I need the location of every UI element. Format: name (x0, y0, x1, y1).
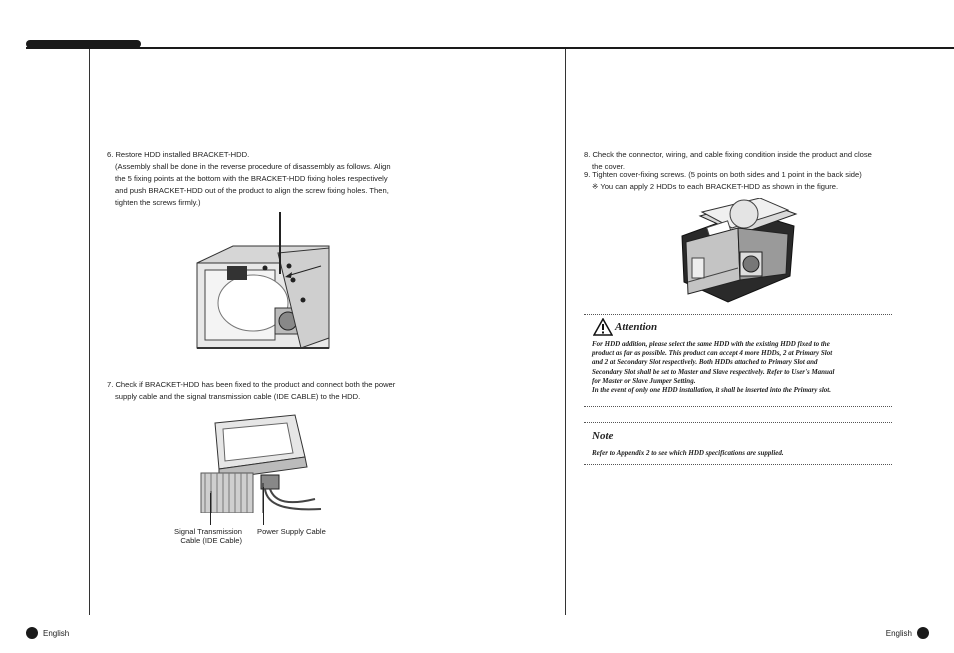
note-bottom-rule (584, 464, 892, 465)
signal-cable-leader (210, 493, 211, 525)
step-6 (107, 149, 427, 209)
step-6-line: (Assembly shall be done in the reverse procedure of disassembly as follows. Align (115, 162, 391, 171)
warning-triangle-icon (593, 318, 613, 336)
step-6-line: tighten the screws firmly.) (115, 198, 201, 207)
attention-line: product as far as possible. This product can accept 4 more HDDs, 2 at Primary Slot (592, 349, 833, 358)
attention-line: for Master or Slave Jumper Setting. (592, 376, 696, 385)
signal-cable-label (150, 527, 242, 545)
attention-title: Attention (615, 321, 658, 333)
attention-body (592, 340, 892, 395)
note-body: Refer to Appendix 2 to see which HDD specifications are supplied. (592, 449, 784, 457)
center-divider (565, 49, 566, 615)
footer-right-dot (917, 627, 929, 639)
dual-hdd-bracket-illustration (678, 198, 803, 308)
step-6-line: the 5 fixing points at the bottom with the BRACKET-HDD fixing holes respectively (115, 174, 388, 183)
bracket-hdd-illustration (193, 208, 338, 353)
step-7-line: 7. Check if BRACKET-HDD has been fixed to the product and connect both the power (107, 380, 396, 389)
attention-bottom-rule (584, 406, 892, 407)
attention-line: For HDD addition, please select the same HDD with the existing HDD fixed to the (592, 340, 830, 348)
signal-cable-label-line: Cable (IDE Cable) (180, 536, 242, 545)
footer-left-dot (26, 627, 38, 639)
header-rule (26, 47, 954, 49)
power-cable-label: Power Supply Cable (257, 527, 326, 536)
attention-top-rule (584, 314, 892, 315)
step-9-line: 9. Tighten cover-fixing screws. (5 points on both sides and 1 point in the back side) (584, 170, 862, 179)
step-7 (107, 379, 427, 403)
note-top-rule (584, 422, 892, 423)
attention-line: and 2 at Secondary Slot respectively. Both HDDs attached to Primary Slot and (592, 358, 818, 367)
left-margin-rule (89, 49, 90, 615)
attention-line: Secondary Slot shall be set to Master and Slave respectively. Refer to User's Manual (592, 367, 835, 376)
attention-header (591, 318, 891, 338)
step-8-line: 8. Check the connector, wiring, and cable fixing condition inside the product and close (584, 150, 872, 159)
note-title: Note (592, 430, 614, 442)
attention-line: In the event of only one HDD installation, it shall be inserted into the Primary slot. (592, 386, 831, 395)
footer-left-language: English (43, 629, 70, 638)
step-8-line: the cover. (592, 162, 625, 171)
power-cable-leader (263, 487, 264, 525)
step-9-line: ※ You can apply 2 HDDs to each BRACKET-HDD as shown in the figure. (592, 182, 839, 191)
step-9 (584, 169, 924, 193)
step-7-line: supply cable and the signal transmission cable (IDE CABLE) to the HDD. (115, 392, 361, 401)
signal-cable-label-line: Signal Transmission (174, 527, 242, 536)
hdd-cable-illustration (195, 413, 325, 513)
step-6-line: and push BRACKET-HDD out of the product to align the screw fixing holes. Then, (115, 186, 389, 195)
step-6-line: 6. Restore HDD installed BRACKET-HDD. (107, 150, 250, 159)
footer-right-language: English (885, 629, 912, 638)
